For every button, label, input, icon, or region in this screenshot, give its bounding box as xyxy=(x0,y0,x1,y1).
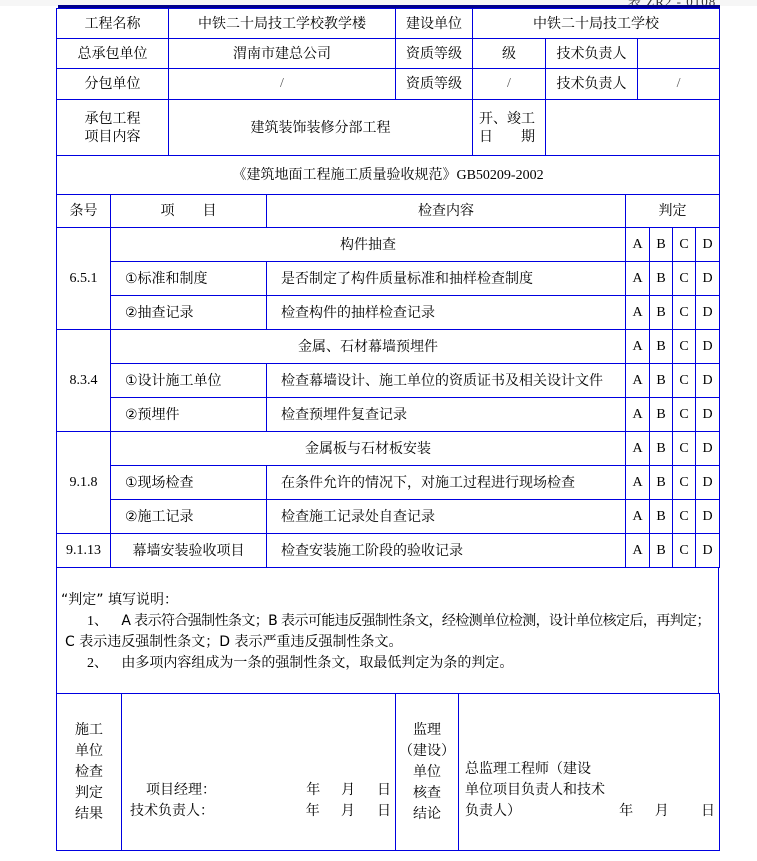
supervisor-label-line: （建设） xyxy=(399,742,455,759)
notes-line-1-num: 1、 xyxy=(87,614,108,629)
chief-engineer-line3 xyxy=(465,801,715,822)
grade-c[interactable]: C xyxy=(673,466,696,500)
item-name: ①设计施工单位 xyxy=(111,364,267,398)
day-label: 日 xyxy=(377,803,391,819)
group-title-row xyxy=(57,432,720,466)
col-header-clause: 条号 xyxy=(57,195,111,228)
col-header-content: 检查内容 xyxy=(267,195,626,228)
supervisor-label-line: 核查 xyxy=(413,784,441,801)
supervisor-signature-area[interactable] xyxy=(459,694,720,851)
grade-a[interactable]: A xyxy=(626,432,650,466)
grade-b[interactable]: B xyxy=(650,330,673,364)
grade-b[interactable]: B xyxy=(650,432,673,466)
grade-d[interactable]: D xyxy=(696,500,720,534)
notes-line-1-text: A 表示符合强制性条文；B 表示可能违反强制性条文，经检测单位检测，设计单位核定后，再判定； xyxy=(121,613,710,629)
grade-b[interactable]: B xyxy=(650,466,673,500)
col-header-item: 项 目 xyxy=(111,195,267,228)
grade-c[interactable]: C xyxy=(673,228,696,262)
grade-d[interactable]: D xyxy=(696,432,720,466)
col-header-judgement: 判定 xyxy=(626,195,720,228)
chief-engineer-line3-text: 负责人） xyxy=(465,803,521,819)
supervisor-label-line: 单位 xyxy=(413,763,441,780)
signature-table xyxy=(56,693,720,851)
grade-d[interactable]: D xyxy=(696,296,720,330)
general-contractor-label: 总承包单位 xyxy=(57,39,169,69)
table-row xyxy=(57,364,720,398)
contractor-result-label xyxy=(57,694,122,851)
grade-a[interactable]: A xyxy=(626,228,650,262)
grade-c[interactable]: C xyxy=(673,398,696,432)
chief-engineer-line1: 总监理工程师（建设 xyxy=(465,761,591,777)
notes-line-2-num: 2、 xyxy=(87,656,108,671)
sub-qualification-value: / xyxy=(473,69,546,100)
table-row xyxy=(57,398,720,432)
check-content: 检查幕墙设计、施工单位的资质证书及相关设计文件 xyxy=(267,364,626,398)
scope-value: 建筑装饰装修分部工程 xyxy=(169,100,473,156)
subcontractor-label: 分包单位 xyxy=(57,69,169,100)
spec-title-code: GB50209-2002 xyxy=(456,167,544,183)
grade-b[interactable]: B xyxy=(650,262,673,296)
grade-a[interactable]: A xyxy=(626,466,650,500)
general-contractor-value: 渭南市建总公司 xyxy=(169,39,396,69)
clause-number: 6.5.1 xyxy=(57,228,111,330)
year-label: 年 xyxy=(619,803,634,819)
table-row xyxy=(57,262,720,296)
inspection-groups xyxy=(57,228,720,534)
clause-number: 9.1.8 xyxy=(57,432,111,534)
check-content: 检查施工记录处自查记录 xyxy=(267,500,626,534)
project-manager-line xyxy=(128,780,391,801)
tech-lead-value xyxy=(638,39,720,69)
check-content: 在条件允许的情况下，对施工过程进行现场检查 xyxy=(267,466,626,500)
group-title: 构件抽查 xyxy=(111,228,626,262)
grade-c[interactable]: C xyxy=(673,262,696,296)
grade-c[interactable]: C xyxy=(673,534,696,568)
dates-label-line1: 开、竣工 xyxy=(479,110,535,127)
group-title-row xyxy=(57,330,720,364)
notes-line-2-text: 由多项内容组成为一条的强制性条文，取最低判定为条的判定。 xyxy=(121,655,514,671)
contractor-label-line: 检查 xyxy=(75,763,103,780)
grade-d[interactable]: D xyxy=(696,466,720,500)
grade-a[interactable]: A xyxy=(626,296,650,330)
grade-a[interactable]: A xyxy=(626,364,650,398)
builder-value: 中铁二十局技工学校 xyxy=(473,9,720,39)
grade-b[interactable]: B xyxy=(650,534,673,568)
day-label: 日 xyxy=(377,782,391,798)
grade-d[interactable]: D xyxy=(696,534,720,568)
group-title: 金属板与石材板安装 xyxy=(111,432,626,466)
check-content: 检查构件的抽样检查记录 xyxy=(267,296,626,330)
sub-tech-lead-value: / xyxy=(638,69,720,100)
grade-c[interactable]: C xyxy=(673,330,696,364)
supervisor-label-line: 结论 xyxy=(413,805,441,822)
item-name: ②预埋件 xyxy=(111,398,267,432)
contractor-label-line: 施工 xyxy=(75,721,103,738)
spec-title xyxy=(57,156,720,195)
table-row xyxy=(57,466,720,500)
grade-a[interactable]: A xyxy=(626,330,650,364)
grade-a[interactable]: A xyxy=(626,262,650,296)
grade-c[interactable]: C xyxy=(673,364,696,398)
inspection-table xyxy=(56,155,720,568)
grade-b[interactable]: B xyxy=(650,296,673,330)
grade-c[interactable]: C xyxy=(673,500,696,534)
month-label: 月 xyxy=(341,782,356,798)
notes-line-1 xyxy=(61,611,714,632)
contractor-signature-area[interactable] xyxy=(122,694,396,851)
qualification-value: 级 xyxy=(473,39,546,69)
grade-a[interactable]: A xyxy=(626,398,650,432)
supervisor-result-label xyxy=(396,694,459,851)
year-label: 年 xyxy=(306,782,321,798)
scope-label-line2: 项目内容 xyxy=(84,128,141,145)
clause-number: 9.1.13 xyxy=(57,534,111,568)
judgement-notes xyxy=(57,568,719,694)
grade-d[interactable]: D xyxy=(696,330,720,364)
item-name: ②抽查记录 xyxy=(111,296,267,330)
contractor-label-line: 结果 xyxy=(75,805,103,822)
contractor-label-line: 单位 xyxy=(75,742,103,759)
grade-d[interactable]: D xyxy=(696,364,720,398)
project-name-label: 工程名称 xyxy=(57,9,169,39)
item-name: ②施工记录 xyxy=(111,500,267,534)
table-row xyxy=(57,500,720,534)
tech-lead-sign-label: 技术负责人： xyxy=(130,803,214,819)
dates-label xyxy=(473,100,546,156)
subcontractor-value: / xyxy=(169,69,396,100)
check-content: 检查安装施工阶段的验收记录 xyxy=(267,534,626,568)
year-label: 年 xyxy=(305,803,320,819)
spec-title-cn: 《建筑地面工程施工质量验收规范》 xyxy=(232,166,457,183)
table-row xyxy=(57,296,720,330)
grade-c[interactable]: C xyxy=(673,296,696,330)
check-content: 检查预埋件复查记录 xyxy=(267,398,626,432)
month-label: 月 xyxy=(340,803,355,819)
supervisor-label-line: 监理 xyxy=(413,721,441,738)
notes-line-2 xyxy=(61,653,714,674)
check-content: 是否制定了构件质量标准和抽样检查制度 xyxy=(267,262,626,296)
grade-b[interactable]: B xyxy=(650,364,673,398)
project-name-value: 中铁二十局技工学校教学楼 xyxy=(169,9,396,39)
notes-title: “判定” 填写说明： xyxy=(61,592,178,608)
item-name: 幕墙安装验收项目 xyxy=(111,534,267,568)
clause-number: 8.3.4 xyxy=(57,330,111,432)
builder-label: 建设单位 xyxy=(396,9,473,39)
table-row xyxy=(57,534,720,568)
grade-d[interactable]: D xyxy=(696,262,720,296)
dates-label-line2 xyxy=(479,128,535,146)
dates-value xyxy=(546,100,720,156)
project-info-table xyxy=(56,8,720,156)
group-title: 金属、石材幕墙预埋件 xyxy=(111,330,626,364)
group-title-row xyxy=(57,228,720,262)
scope-label-line1: 承包工程 xyxy=(84,110,141,127)
grade-b[interactable]: B xyxy=(650,500,673,534)
item-name: ①标准和制度 xyxy=(111,262,267,296)
grade-b[interactable]: B xyxy=(650,228,673,262)
grade-d[interactable]: D xyxy=(696,228,720,262)
contractor-label-line: 判定 xyxy=(75,784,103,801)
day-label: 日 xyxy=(701,803,715,819)
chief-engineer-line2: 单位项目负责人和技术 xyxy=(465,782,605,798)
grade-d[interactable]: D xyxy=(696,398,720,432)
notes-table xyxy=(56,567,719,694)
dates-label-day-char: 日 xyxy=(479,128,493,145)
dates-label-period-char: 期 xyxy=(521,128,535,145)
project-manager-label: 项目经理： xyxy=(146,782,216,798)
grade-c[interactable]: C xyxy=(673,432,696,466)
month-label: 月 xyxy=(654,803,669,819)
grade-b[interactable]: B xyxy=(650,398,673,432)
grade-a[interactable]: A xyxy=(626,534,650,568)
qualification-label: 资质等级 xyxy=(396,39,473,69)
sub-qualification-label: 资质等级 xyxy=(396,69,473,100)
notes-line-1-cont: C 表示违反强制性条文；D 表示严重违反强制性条文。 xyxy=(65,634,403,650)
sub-tech-lead-label: 技术负责人 xyxy=(546,69,638,100)
item-name: ①现场检查 xyxy=(111,466,267,500)
scope-label xyxy=(57,100,169,156)
tech-lead-line xyxy=(128,801,391,822)
grade-a[interactable]: A xyxy=(626,500,650,534)
tech-lead-label: 技术负责人 xyxy=(546,39,638,69)
